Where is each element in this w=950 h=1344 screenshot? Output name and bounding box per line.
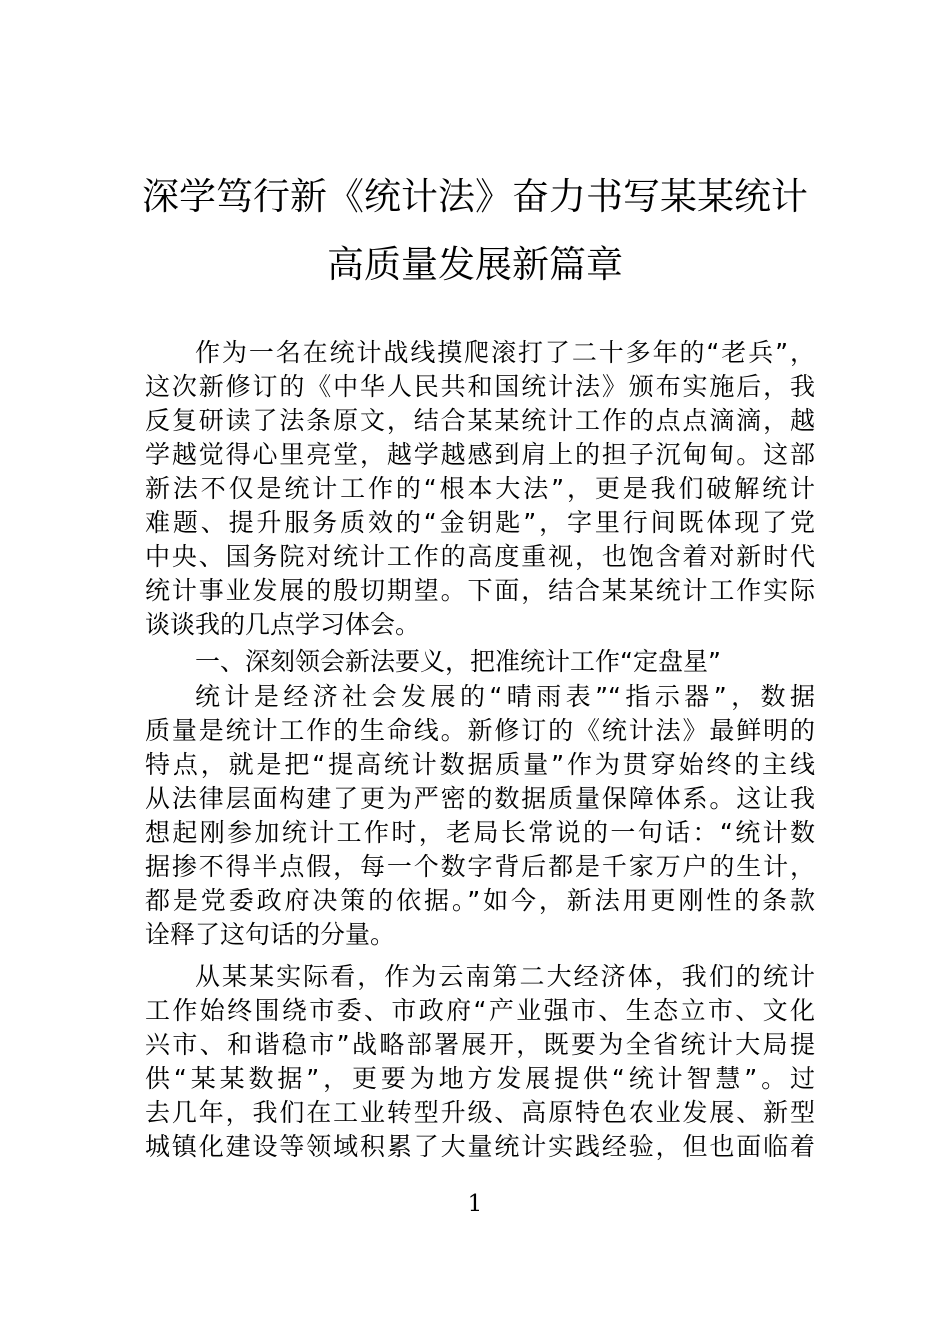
paragraph-line: 从法律层面构建了更为严密的数据质量保障体系。这让我	[145, 784, 815, 813]
paragraph-line: 从某某实际看，作为云南第二大经济体，我们的统计	[195, 962, 815, 991]
paragraph-line: 想起刚参加统计工作时，老局长常说的一句话：“统计数	[145, 818, 815, 847]
page-number: 1	[467, 1191, 483, 1217]
paragraph-line: 特点，就是把“提高统计数据质量”作为贯穿始终的主线	[145, 750, 815, 779]
paragraph-line: 都是党委政府决策的依据。”如今，新法用更刚性的条款	[145, 886, 815, 915]
document-title-line-2: 高质量发展新篇章	[327, 243, 623, 286]
paragraph-line: 反复研读了法条原文，结合某某统计工作的点点滴滴，越	[145, 406, 815, 435]
paragraph-line: 去几年，我们在工业转型升级、高原特色农业发展、新型	[145, 1098, 815, 1127]
paragraph-line: 统计事业发展的殷切期望。下面，结合某某统计工作实际	[145, 576, 815, 605]
paragraph-line: 供“某某数据”，更要为地方发展提供“统计智慧”。过	[145, 1064, 815, 1093]
paragraph-line: 这次新修订的《中华人民共和国统计法》颁布实施后，我	[145, 372, 815, 401]
paragraph-line: 学越觉得心里亮堂，越学越感到肩上的担子沉甸甸。这部	[145, 440, 815, 469]
paragraph-line: 城镇化建设等领域积累了大量统计实践经验，但也面临着	[145, 1132, 815, 1161]
paragraph-line: 中央、国务院对统计工作的高度重视，也饱含着对新时代	[145, 542, 815, 571]
paragraph-line: 统计是经济社会发展的“晴雨表”“指示器”，数据	[195, 682, 815, 711]
section-heading: 一、深刻领会新法要义，把准统计工作“定盘星”	[195, 647, 721, 676]
paragraph-line: 新法不仅是统计工作的“根本大法”，更是我们破解统计	[145, 474, 815, 503]
paragraph-line: 据掺不得半点假，每一个数字背后都是千家万户的生计，	[145, 852, 815, 881]
paragraph-line: 难题、提升服务质效的“金钥匙”，字里行间既体现了党	[145, 508, 815, 537]
paragraph-line: 质量是统计工作的生命线。新修订的《统计法》最鲜明的	[145, 716, 815, 745]
paragraph-line: 工作始终围绕市委、市政府“产业强市、生态立市、文化	[145, 996, 815, 1025]
document-title-line-1: 深学笃行新《统计法》奋力书写某某统计	[142, 175, 808, 218]
paragraph-line: 兴市、和谐稳市”战略部署展开，既要为全省统计大局提	[145, 1030, 815, 1059]
paragraph-line: 谈谈我的几点学习体会。	[145, 610, 421, 639]
paragraph-line: 作为一名在统计战线摸爬滚打了二十多年的“老兵”，	[195, 338, 815, 367]
paragraph-line: 诠释了这句话的分量。	[145, 920, 396, 949]
